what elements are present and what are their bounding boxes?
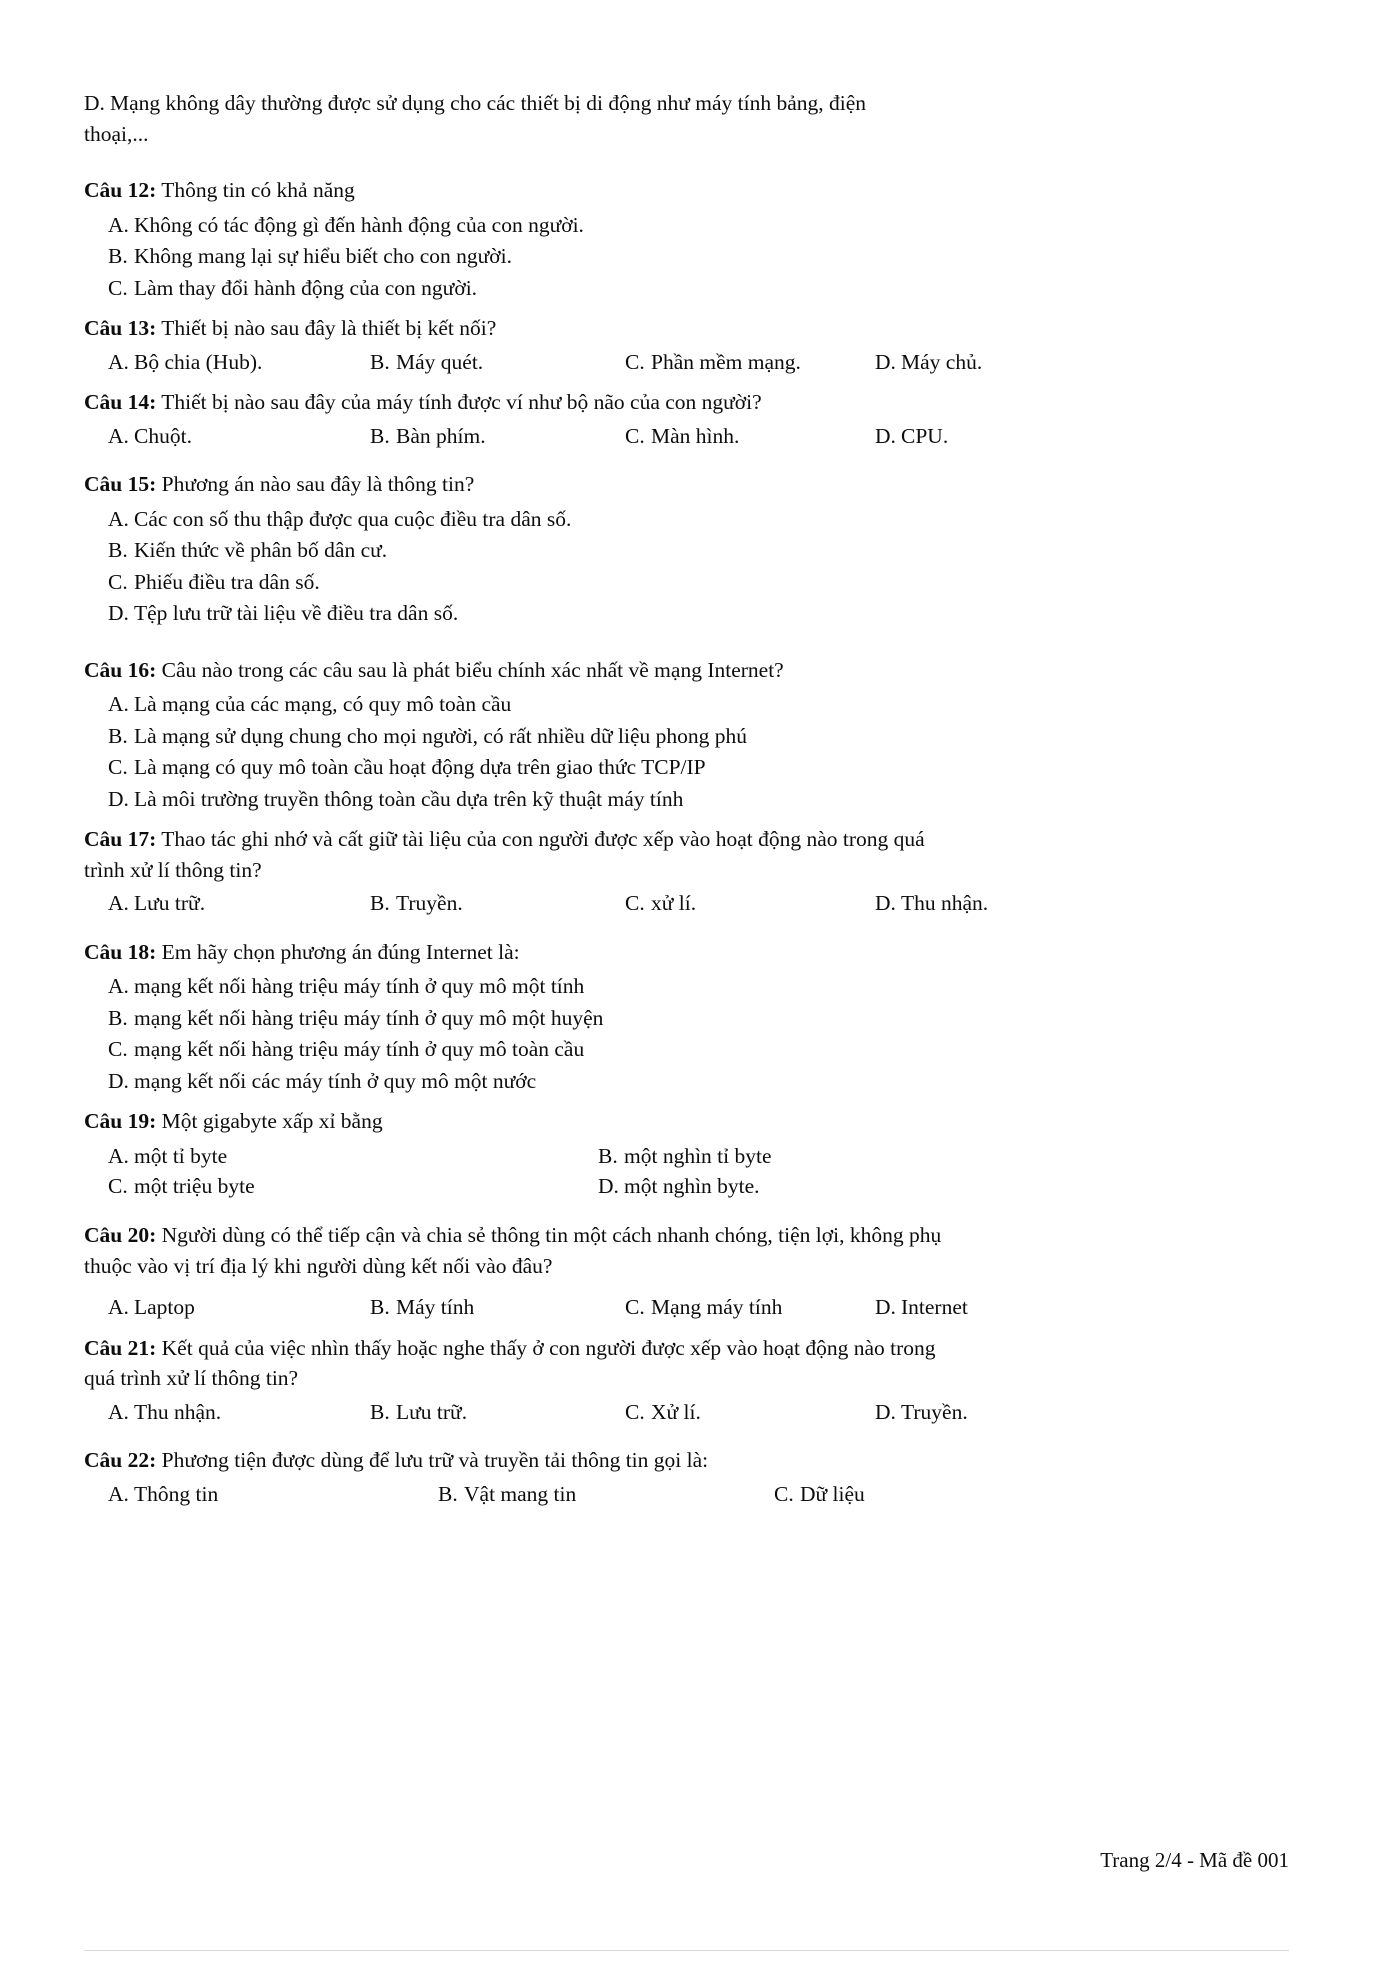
option-text: Là mạng sử dụng chung cho mọi người, có rất nhiều dữ liệu phong phú <box>134 723 747 748</box>
option-key: C. <box>625 1295 645 1320</box>
option-b[interactable] <box>370 421 625 452</box>
option-a[interactable] <box>108 1397 370 1428</box>
option-key: C. <box>108 569 128 594</box>
option-list <box>84 888 1289 919</box>
spacer <box>84 639 1289 655</box>
option-text: Không mang lại sự hiểu biết cho con người. <box>134 244 513 269</box>
option-text: Truyền. <box>901 1399 968 1424</box>
option-d[interactable] <box>108 1066 1289 1097</box>
option-key: A. <box>108 1481 129 1506</box>
option-text: Xử lí. <box>651 1399 701 1424</box>
option-text: mạng kết nối hàng triệu máy tính ở quy mô một huyện <box>134 1005 604 1030</box>
page-edge-divider <box>84 1950 1289 1951</box>
option-d[interactable] <box>875 1397 968 1428</box>
option-text: Chuột. <box>134 423 192 448</box>
option-key: D. <box>598 1174 619 1199</box>
option-key: D. <box>875 349 896 374</box>
question-stem-line <box>84 1106 1289 1137</box>
question-stem: Thao tác ghi nhớ và cất giữ tài liệu của con người được xếp vào hoạt động nào trong quá <box>161 827 925 852</box>
option-key: A. <box>108 423 129 448</box>
option-text: Màn hình. <box>651 423 740 448</box>
spacer <box>84 159 1289 175</box>
question-stem: Thiết bị nào sau đây là thiết bị kết nối? <box>161 316 497 341</box>
option-key: B. <box>108 538 128 563</box>
question-stem: Câu nào trong các câu sau là phát biểu chính xác nhất về mạng Internet? <box>161 657 784 682</box>
question-stem-cont: quá trình xử lí thông tin? <box>84 1366 299 1391</box>
option-b[interactable] <box>370 888 625 919</box>
question-18 <box>84 937 1289 1097</box>
question-label: Câu 13: <box>84 316 157 341</box>
option-key: B. <box>108 244 128 269</box>
carryover-line1 <box>84 88 1289 119</box>
option-text: Mạng không dây thường được sử dụng cho các thiết bị di động như máy tính bảng, điện <box>110 91 867 115</box>
option-key: C. <box>625 891 645 916</box>
option-c[interactable] <box>774 1479 865 1510</box>
option-text: Máy tính <box>396 1295 475 1320</box>
question-stem: Một gigabyte xấp xỉ bằng <box>161 1109 383 1134</box>
question-stem-line <box>84 469 1289 500</box>
option-a[interactable] <box>108 504 1289 535</box>
option-key: D. <box>875 891 896 916</box>
question-12 <box>84 175 1289 303</box>
question-stem: Thông tin có khả năng <box>161 178 355 203</box>
question-13 <box>84 313 1289 377</box>
option-key: A. <box>108 692 129 717</box>
option-key: B. <box>108 1005 128 1030</box>
option-c[interactable] <box>625 347 875 378</box>
option-b[interactable] <box>370 1292 625 1323</box>
option-key: B. <box>108 723 128 748</box>
question-stem: Người dùng có thể tiếp cận và chia sẻ thông tin một cách nhanh chóng, tiện lợi, không phụ <box>161 1222 942 1247</box>
option-text: Lưu trữ. <box>396 1399 468 1424</box>
option-text: Bộ chia (Hub). <box>134 349 263 374</box>
option-text: xử lí. <box>651 891 697 916</box>
option-list <box>84 421 1289 452</box>
option-c[interactable] <box>625 1397 875 1428</box>
question-stem-line <box>84 175 1289 206</box>
option-list <box>84 971 1289 1096</box>
question-label: Câu 19: <box>84 1109 157 1134</box>
option-key: A. <box>108 506 129 531</box>
option-row <box>108 1141 1289 1172</box>
option-d[interactable] <box>108 784 1289 815</box>
option-b[interactable] <box>108 241 1289 272</box>
option-list <box>84 1397 1289 1428</box>
option-key: A. <box>108 974 129 999</box>
option-text: Truyền. <box>396 891 463 916</box>
question-stem: Phương tiện được dùng để lưu trữ và truyền tải thông tin gọi là: <box>161 1448 709 1473</box>
question-19 <box>84 1106 1289 1202</box>
option-list <box>84 689 1289 814</box>
question-label: Câu 15: <box>84 472 157 497</box>
option-text: Tệp lưu trữ tài liệu về điều tra dân số. <box>134 601 459 626</box>
question-22 <box>84 1445 1289 1509</box>
option-text: Máy quét. <box>396 349 484 374</box>
option-text: Mạng máy tính <box>651 1295 783 1320</box>
option-key: D. <box>108 601 129 626</box>
question-stem-line <box>84 1220 1289 1251</box>
question-label: Câu 17: <box>84 827 157 852</box>
option-key: A. <box>108 1295 129 1320</box>
option-a[interactable] <box>108 1141 598 1172</box>
question-stem-line <box>84 313 1289 344</box>
option-list <box>84 1479 1289 1510</box>
document-body <box>84 88 1289 1509</box>
option-key: B. <box>598 1143 618 1168</box>
question-label: Câu 18: <box>84 939 157 964</box>
question-stem: Kết quả của việc nhìn thấy hoặc nghe thấy ở con người được xếp vào hoạt động nào trong <box>161 1335 936 1360</box>
question-21 <box>84 1333 1289 1428</box>
option-text: Lưu trữ. <box>134 891 206 916</box>
option-d[interactable] <box>875 347 982 378</box>
option-key: D. <box>108 1068 129 1093</box>
carryover-option <box>84 88 1289 149</box>
option-c[interactable] <box>108 1034 1289 1065</box>
option-key: C. <box>108 1174 128 1199</box>
option-text: Là mạng có quy mô toàn cầu hoạt động dựa trên giao thức TCP/IP <box>134 755 706 780</box>
option-key: C. <box>108 1037 128 1062</box>
option-c[interactable] <box>625 888 875 919</box>
question-16 <box>84 655 1289 815</box>
option-key: B. <box>370 891 390 916</box>
question-stem: Em hãy chọn phương án đúng Internet là: <box>161 939 520 964</box>
question-label: Câu 22: <box>84 1448 157 1473</box>
option-text: Kiến thức về phân bố dân cư. <box>134 538 388 563</box>
spacer <box>84 1437 1289 1445</box>
option-c[interactable] <box>108 273 1289 304</box>
option-d[interactable] <box>108 598 1289 629</box>
option-text: Thông tin <box>134 1481 219 1506</box>
option-a[interactable] <box>108 210 1289 241</box>
option-key: A. <box>108 1143 129 1168</box>
option-text: Thu nhận. <box>134 1399 222 1424</box>
spacer <box>84 1212 1289 1220</box>
option-b[interactable] <box>108 721 1289 752</box>
page-footer: Trang 2/4 - Mã đề 001 <box>1100 1848 1289 1872</box>
option-text: Không có tác động gì đến hành động của con người. <box>134 212 584 237</box>
option-key: B. <box>370 349 390 374</box>
option-b[interactable] <box>370 1397 625 1428</box>
option-key: D. <box>108 786 129 811</box>
option-b[interactable] <box>370 347 625 378</box>
question-stem-cont: thuộc vào vị trí địa lý khi người dùng kết nối vào đâu? <box>84 1253 553 1278</box>
option-text: Các con số thu thập được qua cuộc điều tra dân số. <box>134 506 572 531</box>
option-text: Bàn phím. <box>396 423 486 448</box>
option-a[interactable] <box>108 1292 370 1323</box>
option-b[interactable] <box>108 535 1289 566</box>
question-stem: Phương án nào sau đây là thông tin? <box>161 472 475 497</box>
option-a[interactable] <box>108 971 1289 1002</box>
option-text: Laptop <box>134 1295 195 1320</box>
option-a[interactable] <box>108 347 370 378</box>
option-a[interactable] <box>108 1479 438 1510</box>
question-label: Câu 16: <box>84 657 157 682</box>
option-text: Vật mang tin <box>464 1481 577 1506</box>
option-c[interactable] <box>625 1292 875 1323</box>
question-stem-line <box>84 387 1289 418</box>
option-text: Máy chủ. <box>901 349 983 374</box>
option-text: Thu nhận. <box>901 891 989 916</box>
question-label: Câu 20: <box>84 1222 157 1247</box>
option-a[interactable] <box>108 421 370 452</box>
option-c[interactable] <box>625 421 875 452</box>
question-stem-line <box>84 1445 1289 1476</box>
option-list <box>84 1141 1289 1202</box>
option-key: D. <box>875 423 896 448</box>
option-c[interactable] <box>108 752 1289 783</box>
option-key: B. <box>438 1481 458 1506</box>
option-b[interactable] <box>438 1479 774 1510</box>
option-text: một tỉ byte <box>134 1143 228 1168</box>
question-stem-cont: trình xử lí thông tin? <box>84 857 262 882</box>
option-text: Là môi trường truyền thông toàn cầu dựa trên kỹ thuật máy tính <box>134 786 684 811</box>
option-d[interactable] <box>875 1292 968 1323</box>
option-list <box>84 210 1289 304</box>
option-text: một triệu byte <box>134 1174 255 1199</box>
option-key: D. <box>875 1399 896 1424</box>
option-list <box>84 1292 1289 1323</box>
spacer <box>84 461 1289 469</box>
question-stem-line <box>84 655 1289 686</box>
spacer <box>84 929 1289 937</box>
option-text: một nghìn tỉ byte <box>624 1143 772 1168</box>
question-15 <box>84 469 1289 629</box>
option-c[interactable] <box>108 567 1289 598</box>
question-label: Câu 14: <box>84 390 157 415</box>
question-stem: Thiết bị nào sau đây của máy tính được ví như bộ não của con người? <box>161 390 762 415</box>
question-stem-line <box>84 824 1289 855</box>
option-d[interactable] <box>598 1171 760 1202</box>
question-17 <box>84 824 1289 919</box>
option-key: A. <box>108 212 129 237</box>
option-a[interactable] <box>108 689 1289 720</box>
question-14 <box>84 387 1289 451</box>
option-key: B. <box>370 1399 390 1424</box>
option-text: mạng kết nối hàng triệu máy tính ở quy mô toàn cầu <box>134 1037 585 1062</box>
option-text: Phần mềm mạng. <box>651 349 801 374</box>
option-key: D. <box>84 91 105 115</box>
question-stem-line <box>84 937 1289 968</box>
option-d[interactable] <box>875 888 988 919</box>
option-text: mạng kết nối các máy tính ở quy mô một nước <box>134 1068 537 1093</box>
option-text: CPU. <box>901 423 949 448</box>
option-key: A. <box>108 891 129 916</box>
option-key: D. <box>875 1295 896 1320</box>
option-text: Là mạng của các mạng, có quy mô toàn cầu <box>134 692 512 717</box>
option-text: Internet <box>901 1295 968 1320</box>
option-b[interactable] <box>108 1003 1289 1034</box>
option-row <box>108 1171 1289 1202</box>
option-key: C. <box>108 755 128 780</box>
question-20 <box>84 1220 1289 1323</box>
option-text: mạng kết nối hàng triệu máy tính ở quy mô một tính <box>134 974 585 999</box>
option-d[interactable] <box>875 421 948 452</box>
question-label: Câu 21: <box>84 1335 157 1360</box>
option-b[interactable] <box>598 1141 772 1172</box>
option-list <box>84 347 1289 378</box>
question-stem-line <box>84 1333 1289 1364</box>
option-text: Dữ liệu <box>800 1481 865 1506</box>
option-key: C. <box>625 1399 645 1424</box>
option-key: B. <box>370 423 390 448</box>
option-list <box>84 504 1289 629</box>
option-key: B. <box>370 1295 390 1320</box>
option-key: C. <box>108 275 128 300</box>
carryover-line2: thoại,... <box>84 121 149 146</box>
question-label: Câu 12: <box>84 178 157 203</box>
option-key: A. <box>108 1399 129 1424</box>
option-c[interactable] <box>108 1171 598 1202</box>
option-key: C. <box>625 349 645 374</box>
option-key: C. <box>625 423 645 448</box>
option-key: A. <box>108 349 129 374</box>
option-a[interactable] <box>108 888 370 919</box>
option-text: Làm thay đổi hành động của con người. <box>134 275 478 300</box>
option-key: C. <box>774 1481 794 1506</box>
option-text: một nghìn byte. <box>624 1174 760 1199</box>
option-text: Phiếu điều tra dân số. <box>134 569 320 594</box>
spacer <box>84 1281 1289 1289</box>
